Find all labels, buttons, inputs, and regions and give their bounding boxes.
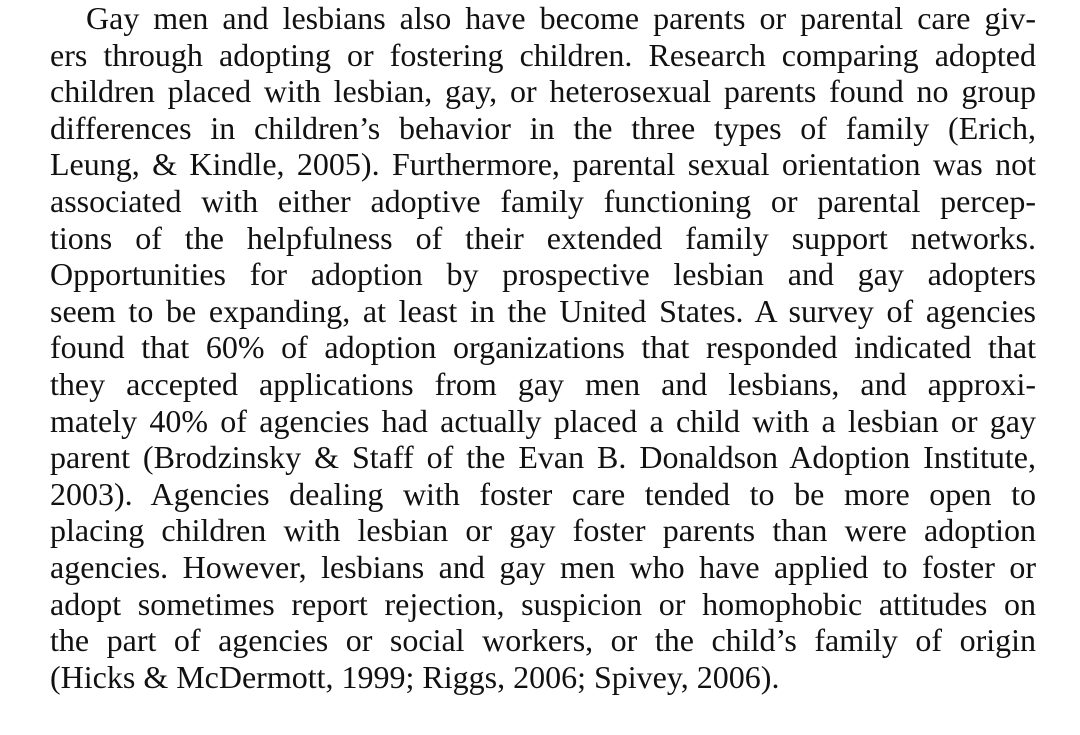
paragraph-line: adopt sometimes report rejection, suspicion or homophobic attitudes on xyxy=(50,585,1036,622)
paragraph-line: (Hicks & McDermott, 1999; Riggs, 2006; Spivey, 2006). xyxy=(50,658,780,695)
paragraph-line: Opportunities for adoption by prospective lesbian and gay adopters xyxy=(50,256,1036,293)
paragraph-line: the part of agencies or social workers, or the child’s family of origin xyxy=(50,622,1036,659)
paragraph-line: Gay men and lesbians also have become parents or parental care giv- xyxy=(86,0,1036,36)
paragraph-line: they accepted applications from gay men and lesbians, and approxi- xyxy=(50,365,1036,402)
paragraph-line: differences in children’s behavior in the three types of family (Erich, xyxy=(50,109,1036,146)
paragraph-line: tions of the helpfulness of their extended family support networks. xyxy=(50,219,1036,256)
paragraph-line: 2003). Agencies dealing with foster care tended to be more open to xyxy=(50,475,1036,512)
paragraph-line: associated with either adoptive family functioning or parental percep- xyxy=(50,182,1036,219)
body-paragraph xyxy=(50,0,1036,695)
paragraph-line: agencies. However, lesbians and gay men who have applied to foster or xyxy=(50,548,1036,585)
paragraph-line: children placed with lesbian, gay, or heterosexual parents found no group xyxy=(50,73,1036,110)
paragraph-line: ers through adopting or fostering children. Research comparing adopted xyxy=(50,36,1036,73)
paragraph-line: Leung, & Kindle, 2005). Furthermore, parental sexual orientation was not xyxy=(50,146,1036,183)
paragraph-line: found that 60% of adoption organizations that responded indicated that xyxy=(50,329,1036,366)
paragraph-line: mately 40% of agencies had actually placed a child with a lesbian or gay xyxy=(50,402,1036,439)
text-page xyxy=(50,0,1036,695)
paragraph-line: placing children with lesbian or gay foster parents than were adoption xyxy=(50,512,1036,549)
paragraph-line: seem to be expanding, at least in the United States. A survey of agencies xyxy=(50,292,1036,329)
paragraph-line: parent (Brodzinsky & Staff of the Evan B. Donaldson Adoption Institute, xyxy=(50,439,1036,476)
